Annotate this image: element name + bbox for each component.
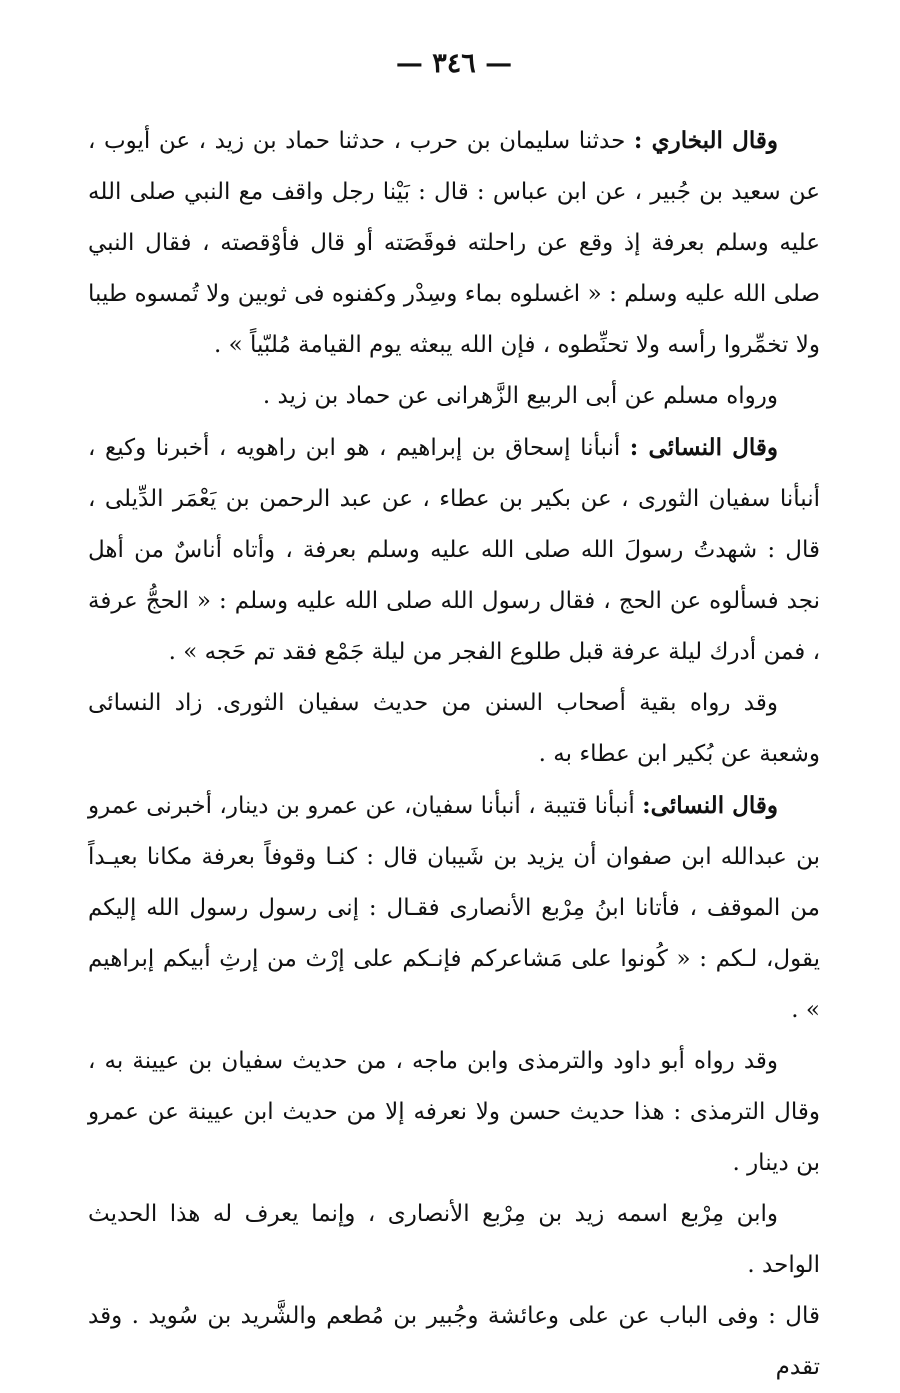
paragraph-text: وقد رواه أبو داود والترمذى وابن ماجه ، من حديث سفيان بن عيينة به ، وقال الترمذى : هذا حديث حسن ولا نعرفه إلا من حديث ابن عيينة عن عمرو بن دينار . (88, 1048, 820, 1176)
page-body (88, 115, 820, 1393)
paragraph-text: حدثنا سليمان بن حرب ، حدثنا حماد بن زيد ، عن أيوب ، عن سعيد بن جُبير ، عن ابن عباس : قال : بَيْنا رجل واقف مع النبي صلى الله عليه وسلم بعرفة إذ وقع عن راحلته فوقَصَته أو قال فأوْقصته ، فقال النبي صلى الله عليه وسلم : « اغسلوه بماء وسِدْر وكفنوه فى ثوبين ولا تُمسوه طيبا ولا تخمِّروا رأسه ولا تحنِّطوه ، فإن الله يبعثه يوم القيامة مُلبّياً » . (88, 128, 820, 358)
paragraph-text: قال : وفى الباب عن على وعائشة وجُبير بن مُطعم والشَّريد بن سُويد . وقد تقدم (88, 1303, 820, 1380)
paragraph-lead: وقال النسائى: (642, 792, 778, 819)
paragraph-text: أنبأنا قتيبة ، أنبأنا سفيان، عن عمرو بن دينار، أخبرنى عمرو بن عبدالله ابن صفوان أن يزيد بن شَيبان قال : كنـا وقوفاً بعرفة مكانا بعيـداً من الموقف ، فأتانا ابنُ مِرْبع الأنصارى فقـال : إنى رسول رسول الله إليكم يقول، لـكم : « كُونوا على مَشاعركم فإنـكم على إرْث من إرثِ أبيكم إبراهيم » . (88, 793, 820, 1023)
paragraph-nasai-2 (88, 780, 820, 1036)
paragraph-sunan (88, 678, 820, 780)
paragraph-muslim (88, 371, 820, 422)
paragraph-fil-bab (88, 1291, 820, 1393)
paragraph-text: ورواه مسلم عن أبى الربيع الزَّهرانى عن حماد بن زيد . (262, 383, 778, 409)
paragraph-ibn-mirba (88, 1189, 820, 1291)
paragraph-text: وقد رواه بقية أصحاب السنن من حديث سفيان الثورى. زاد النسائى وشعبة عن بُكير ابن عطاء به . (88, 690, 820, 767)
paragraph-lead: وقال النسائى : (629, 434, 779, 461)
paragraph-lead: وقال البخاري : (633, 127, 778, 154)
page-number: — ٣٤٦ — (395, 48, 513, 79)
paragraph-nasai-1 (88, 422, 820, 678)
paragraph-text: وابن مِرْبع اسمه زيد بن مِرْبع الأنصارى ، وإنما يعرف له هذا الحديث الواحد . (88, 1201, 820, 1278)
paragraph-bukhari (88, 115, 820, 371)
paragraph-text: أنبأنا إسحاق بن إبراهيم ، هو ابن راهويه ، أخبرنا وكيع ، أنبأنا سفيان الثورى ، عن بكير بن عطاء ، عن عبد الرحمن بن يَعْمَر الدِّيلى ، قال : شهدتُ رسولَ الله صلى الله عليه وسلم بعرفة ، وأتاه أناسٌ من أهل نجد فسألوه عن الحج ، فقال رسول الله صلى الله عليه وسلم : « الحجُّ عرفة ، فمن أدرك ليلة عرفة قبل طلوع الفجر من ليلة جَمْع فقد تم حَجه » . (88, 435, 820, 665)
paragraph-abu-dawud (88, 1036, 820, 1189)
